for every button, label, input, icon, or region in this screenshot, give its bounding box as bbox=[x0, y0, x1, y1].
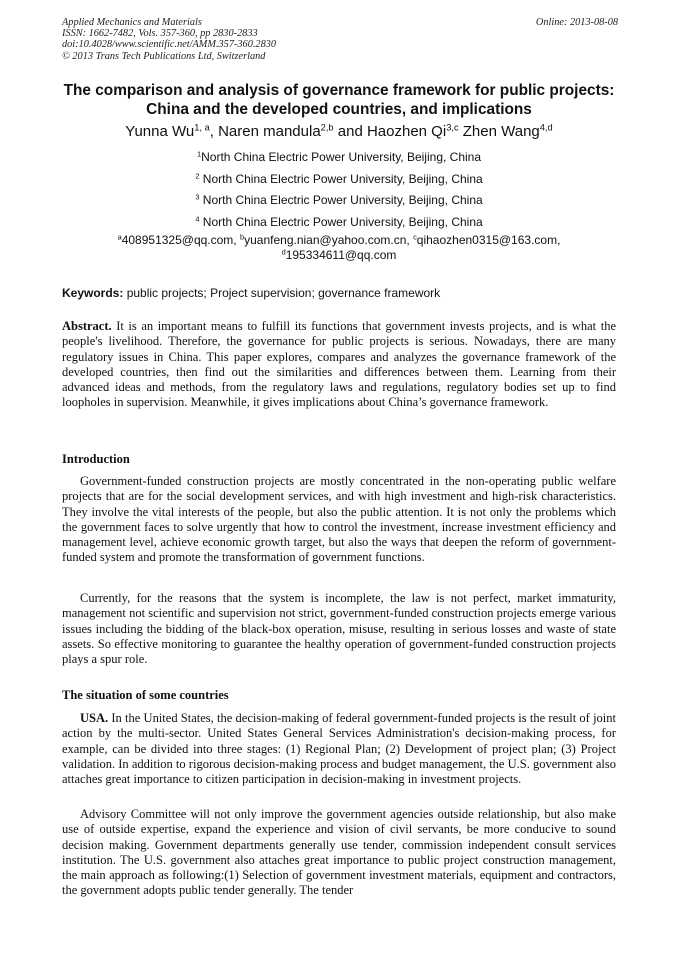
abstract-text: It is an important means to fulfill its functions that government invests projects, and is what the people's livelihood. Therefore, the governance for public projects is serious. Nowadays, there are many regulatory issues in China. This paper explores, compares and analyzes the governance framework of the developed countries, then find out the similarities and differences between them. Learning from their advanced ideas and methods, from the regulatory laws and regulations, regulatory bodies set up to find loopholes in supervision. Meanwhile, it gives implications about China’s governance framework. bbox=[62, 319, 616, 410]
journal-name: Applied Mechanics and Materials bbox=[62, 17, 202, 28]
author-name: Haozhen Qi bbox=[366, 123, 447, 140]
doi-link[interactable]: doi:10.4028/www.scientific.net/AMM.357-360.2830 bbox=[62, 39, 277, 51]
affiliation-text: North China Electric Power University, Beijing, China bbox=[199, 215, 483, 229]
affiliation-4 bbox=[62, 215, 616, 229]
affiliation-text: North China Electric Power University, Beijing, China bbox=[199, 172, 483, 186]
author-superscript: 2,b bbox=[320, 122, 334, 133]
email-superscript: a bbox=[117, 232, 122, 242]
paper-title: The comparison and analysis of governance framework for public projects: China and the developed countries, and implications bbox=[63, 82, 615, 118]
affiliation-text: North China Electric Power University, Beijing, China bbox=[201, 150, 482, 164]
usa-paragraph bbox=[62, 711, 616, 787]
situation-heading: The situation of some countries bbox=[62, 688, 229, 702]
author-superscript: 3,c bbox=[446, 122, 459, 133]
introduction-paragraph-2: Currently, for the reasons that the system is incomplete, the law is not perfect, market immaturity, management not scientific and supervision not strict, government-funded construction projects emerge various issues including the bidding of the black-box operation, misuse, resulting in serious losses and waste of state assets. So effective monitoring to guarantee the healthy operation of government-funded construction projects plays a spur role. bbox=[62, 591, 616, 666]
usa-text: In the United States, the decision-making of federal government-funded projects is the result of joint action by the multi-sector. United States General Services Administration's decision-making process, for example, can be divided into three stages: (1) Regional Plan; (2) Development of project plan; (3) Project validation. In addition to rigorous decision-making process and budget management, the U.S. government also attaches great importance to citizen participation in decision-making in investment projects. bbox=[62, 711, 616, 786]
abstract-paragraph bbox=[62, 319, 616, 411]
author-name: Zhen Wang bbox=[462, 123, 540, 140]
affiliation-3 bbox=[62, 193, 616, 207]
author-name: Naren mandula bbox=[218, 123, 321, 140]
affiliation-number: 1 bbox=[196, 149, 202, 159]
affiliation-text: North China Electric Power University, Beijing, China bbox=[199, 193, 483, 207]
issn-line: ISSN: 1662-7482, Vols. 357-360, pp 2830-2833 bbox=[62, 28, 258, 40]
affiliation-number: 4 bbox=[195, 214, 200, 224]
introduction-heading: Introduction bbox=[62, 452, 130, 466]
author-separator: , bbox=[209, 123, 219, 140]
affiliation-1 bbox=[62, 150, 616, 164]
affiliation-2 bbox=[62, 172, 616, 186]
author-separator: and bbox=[333, 123, 367, 140]
advisory-paragraph: Advisory Committee will not only improve the government agencies outside relationship, but also make use of outside expertise, expand the experience and vision of civil servants, be more conducive to sound decision making. Government departments generally use tender, commission independent consult services institution. The U.S. government also attaches great importance to public project construction management, the main approach as following:(1) Selection of government investment materials, equipment and contractors, the government adopts public tender generally. The tender bbox=[62, 807, 616, 898]
usa-label: USA. bbox=[80, 711, 109, 725]
affiliation-number: 3 bbox=[195, 192, 200, 202]
email-link[interactable]: yuanfeng.nian@yahoo.com.cn, bbox=[244, 233, 414, 247]
email-superscript: c bbox=[413, 232, 417, 242]
journal-header bbox=[62, 17, 618, 62]
keywords-line bbox=[62, 286, 616, 300]
online-date: Online: 2013-08-08 bbox=[535, 17, 618, 28]
email-superscript: d bbox=[281, 247, 286, 257]
author-name: Yunna Wu bbox=[125, 123, 195, 140]
email-link[interactable]: 408951325@qq.com, bbox=[121, 233, 240, 247]
email-link[interactable]: 195334611@qq.com bbox=[285, 248, 397, 262]
affiliation-number: 2 bbox=[195, 171, 200, 181]
copyright-line: © 2013 Trans Tech Publications Ltd, Switzerland bbox=[62, 50, 266, 62]
email-superscript: b bbox=[239, 232, 245, 242]
author-list bbox=[62, 122, 616, 142]
email-link[interactable]: qihaozhen0315@163.com, bbox=[416, 233, 561, 247]
author-superscript: 4,d bbox=[539, 122, 553, 133]
author-superscript: 1, a bbox=[194, 122, 210, 133]
email-list bbox=[62, 233, 616, 263]
introduction-paragraph-1: Government-funded construction projects are mostly concentrated in the non-operating public welfare projects that are for the social development services, and with high investment and high-risk characteristics. They involve the vital interests of the people, but also the public attention. It is not only the problems which the government faces to solve urgently that how to control the investment, increase investment efficiency and management level, achieve economic growth target, but also the ways that deepen the reform of government-funded system and promote the transformation of government functions. bbox=[62, 474, 616, 565]
keywords-label: Keywords: bbox=[62, 286, 124, 300]
keywords-text: public projects; Project supervision; governance framework bbox=[123, 286, 441, 300]
abstract-label: Abstract. bbox=[62, 319, 112, 333]
